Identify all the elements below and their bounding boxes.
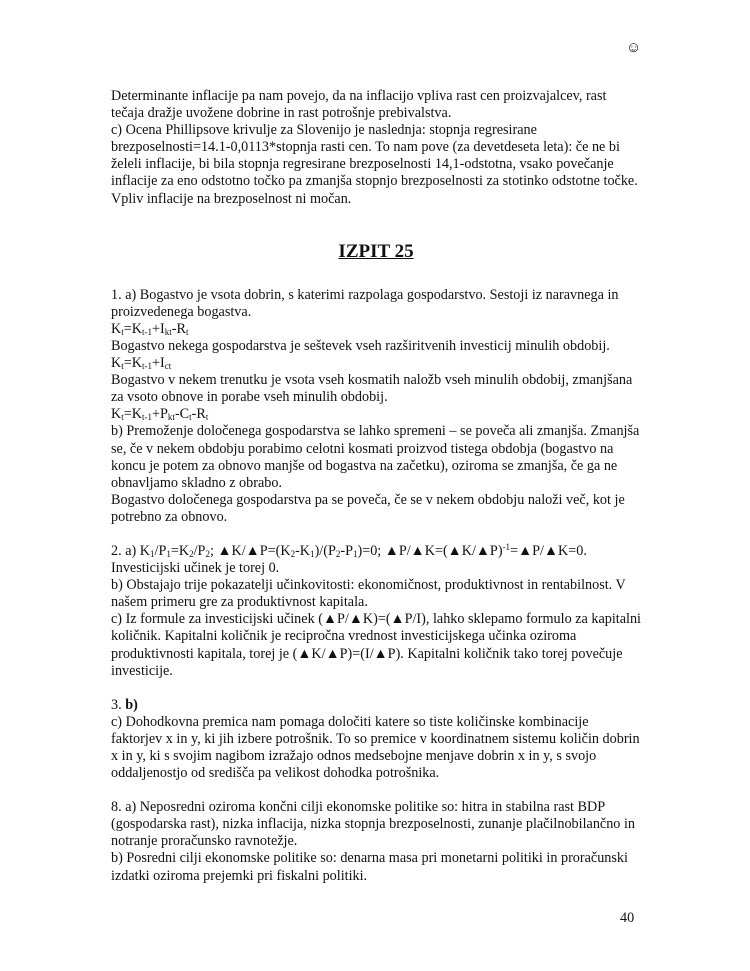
smiley-icon: ☺ [626, 40, 642, 56]
q1-a: 1. a) Bogastvo je vsota dobrin, s katerimi razpolaga gospodarstvo. Sestoji iz naravnega in proizvedenega bogastva. [111, 286, 619, 320]
page-content [111, 88, 641, 885]
q3-heading: 3. b) [111, 696, 138, 713]
q2-c: c) Iz formule za investicijski učinek (▲P/▲K)=(▲P/I), lahko sklepamo formulo za kapitalni količnik. Kapitalni količnik je recipročna vrednost investicijskega učinka oziroma produktivnosti kapitala, torej je (▲K/▲P)=(I/▲P). Kapitalni količnik tako torej povečuje investicije. [111, 611, 641, 679]
q1-formula-1: $K_t=K_{t-1}+I_{kt}-R_t$ [111, 320, 189, 337]
q2-a2: Investicijski učinek je torej 0. [111, 560, 280, 577]
q1-b1: b) Premoženje določenega gospodarstva se lahko spremeni – se poveča ali zmanjša. Zmanjša se, če v nekem obdobju porabimo celotni kosmati proizvod tistega obdobja (bogastvo na koncu je potem za obnovo manjše od bogastva na začetku), oziroma se zmanjša, če ga ne obnavljamo skladno z obrabo. [111, 423, 640, 491]
page-number: 40 [620, 910, 635, 926]
q8-a: 8. a) Neposredni oziroma končni cilji ekonomske politike so: hitra in stabilna rast BDP (gospodarska rast), nizka inflacija, nizka stopnja brezposelnosti, zunanje plačilnobilančno in notranje proračunsko ravnotežje. [111, 799, 635, 850]
q1-b2: Bogastvo določenega gospodarstva pa se poveča, če se v nekem obdobju naloži več, kot je potrebno za obnovo. [111, 491, 625, 525]
page-title: IZPIT 25 [338, 240, 414, 262]
q3-c: c) Dohodkovna premica nam pomaga določiti katere so tiste količinske kombinacije faktorjev x in y, ki jih izbere potrošnik. To so premice v koordinatnem sistemu količin dobrin x in y, ki s svojim nagibom izražajo odnos medsebojne menjave dobrin x in y, s svojo oddaljenostjo od središča pa velikost dohodka potrošnika. [111, 713, 640, 782]
q2-formula: 2. a) $K_1/P_1=K_2/P_2$; $▲K/▲P=(K_2-K_1)/(P_2-P_1)=0$; ▲P/▲K=(▲K/▲P)$^{-1}$=▲P/▲K=0. [111, 541, 587, 559]
q2-b: b) Obstajajo trije pokazatelji učinkovitosti: ekonomičnost, produktivnost in rentabilnost. V našem primeru gre za produktivnost kapitala. [111, 577, 626, 611]
q8-b: b) Posredni cilji ekonomske politike so: denarna masa pri monetarni politiki in proračunski izdatki oziroma prejemki pri fiskalni politiki. [111, 850, 628, 884]
q1-formula-3: $K_t=K_{t-1}+P_{kt}-C_t-R_t$ [111, 406, 209, 423]
intro-paragraph-1: Determinante inflacije pa nam povejo, da na inflacijo vpliva rast cen proizvajalcev, rast tečaja dražje uvožene dobrine in rast potrošnje prebivalstva. [111, 88, 607, 122]
q1-a3: Bogastvo v nekem trenutku je vsota vseh kosmatih naložb vseh minulih obdobij, zmanjšana za vsoto obnove in porabe vseh minulih obdobij. [111, 372, 633, 406]
intro-paragraph-2: c) Ocena Phillipsove krivulje za Slovenijo je naslednja: stopnja regresirane brezposelnosti=14.1-0,0113*stopnja rasti cen. To nam pove (za devetdeseta leta): če ne bi želeli inflacije, bi bila stopnja regresirane brezposelnosti 14,1-odstotna, vsako povečanje inflacije za eno odstotno točko pa zmanjša stopnjo brezposelnosti za stotinko odstotne točke. Vpliv inflacije na brezposelnost ni močan. [111, 122, 638, 207]
q1-formula-2: $K_t=K_{t-1}+I_{ct}$ [111, 355, 172, 372]
q1-a2: Bogastvo nekega gospodarstva je seštevek vseh razširitvenih investicij minulih obdobij. [111, 337, 610, 354]
